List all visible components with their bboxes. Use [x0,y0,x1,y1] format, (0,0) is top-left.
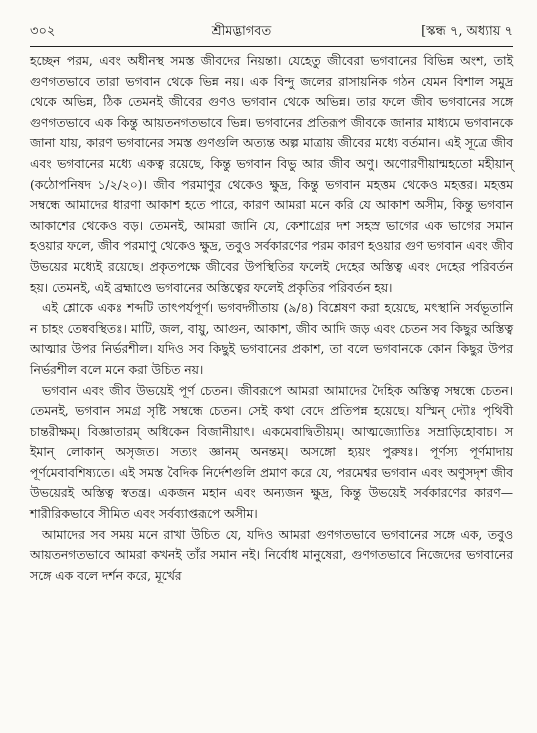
paragraph: আমাদের সব সময় মনে রাখা উচিত যে, যদিও আমরা গুণগতভাবে ভগবানের সঙ্গে এক, তবুও আয়তনগতভাবে আমরা কখনই তাঁর সমান নই। নির্বোধ মানুষেরা, গুণগতভাবে নিজেদের ভগবানের সঙ্গে এক বলে দর্শন করে, মূর্খের [30,527,513,583]
header-rule [30,46,513,47]
paragraph: ভগবান এবং জীব উভয়েই পূর্ণ চেতন। জীবরূপে আমরা আমাদের দৈহিক অস্তিত্ব সম্বন্ধে চেতন। তেমনই, ভগবান সমগ্র সৃষ্টি সম্বন্ধে চেতন। সেই কথা বেদে প্রতিপন্ন হয়েছে। যস্মিন্ দ্যৌঃ পৃথিবী চান্তরীক্ষম্। বিজ্ঞাতারম্ অধিকেন বিজানীয়াৎ। একমেবাদ্বিতীয়ম্। আত্মজ্যোতিঃ সম্রাড়িহোবাচ। স ইমান্ লোকান্ অসৃজত। সত্যং জ্ঞানম্ অনন্তম্। অসঙ্গো হ্যয়ং পুরুষঃ। পূর্ণস্য পূর্ণমাদায় পূর্ণমেবাবশিষ্যতে। এই সমস্ত বৈদিক নির্দেশগুলি প্রমাণ করে যে, পরমেশ্বর ভগবান এবং অণুসদৃশ জীব উভয়েরই অস্তিত্ব স্বতন্ত্র। একজন মহান এবং অন্যজন ক্ষুদ্র, কিন্তু উভয়েই সর্বকারণের কারণ—শারীরিকভাবে সীমিত এবং সর্বব্যাপ্তরূপে অসীম। [30,383,513,522]
body-text [30,51,513,586]
running-header [30,22,513,44]
paragraph: হচ্ছেন পরম, এবং অধীনস্থ সমস্ত জীবদের নিয়ন্তা। যেহেতু জীবেরা ভগবানের বিভিন্ন অংশ, তাই গুণগতভাবে তারা ভগবান থেকে ভিন্ন নয়। এক বিন্দু জলের রাসায়নিক গঠন যেমন বিশাল সমুদ্র থেকে অভিন্ন, ঠিক তেমনই জীবের গুণও ভগবান থেকে অভিন্ন। তার ফলে জীব ভগবানের সঙ্গে গুণগতভাবে এক কিন্তু আয়তনগতভাবে ভিন্ন। ভগবানের প্রতিরূপ জীবকে জানার মাধ্যমে ভগবানকে জানা যায়, কারণ ভগবানের সমস্ত গুণগুলি অত্যন্ত অল্প মাত্রায় জীবের মধ্যে বর্তমান। এই সূত্রে জীব এবং ভগবানের মধ্যে একত্ব রয়েছে, কিন্তু ভগবান বিভু আর জীব অণু। অণোরণীয়ান্মহতো মহীয়ান্ (কঠোপনিষদ ১/২/২০)। জীব পরমাণুর থেকেও ক্ষুদ্র, কিন্তু ভগবান মহত্তম থেকেও মহত্তর। মহত্তম সম্বন্ধে আমাদের ধারণা আকাশ হতে পারে, কারণ আমরা মনে করি যে আকাশ অসীম, কিন্তু ভগবান আকাশের থেকেও বড়। তেমনই, আমরা জানি যে, কেশাগ্রের দশ সহস্র ভাগের এক ভাগের সমান হওয়ার ফলে, জীব পরমাণু থেকেও ক্ষুদ্র, তবুও সর্বকারণের পরম কারণ হওয়ার গুণ ভগবান এবং জীব উভয়ের মধ্যেই রয়েছে। প্রকৃতপক্ষে জীবের উপস্থিতির ফলেই দেহের অস্তিত্ব এবং দেহের পরিবর্তন হয়। তেমনই, এই ব্রহ্মাণ্ডে ভগবানের অস্তিত্বের ফলেই প্রকৃতির পরিবর্তন হয়। [30,54,513,295]
paragraph: এই শ্লোকে একঃ শব্দটি তাৎপর্যপূর্ণ। ভগবদ্গীতায় (৯/৪) বিশ্লেষণ করা হয়েছে, মৎস্থানি সর্বভূতানি ন চাহং তেষ্ববস্থিতঃ। মাটি, জল, বায়ু, আগুন, আকাশ, জীব আদি জড় এবং চেতন সব কিছুর অস্তিত্ব আত্মার উপর নির্ভরশীল। যদিও সব কিছুই ভগবানের প্রকাশ, তা বলে ভগবানকে কোন কিছুর উপর নির্ভরশীল বলে মনে করা উচিত নয়। [30,301,513,377]
section-reference: [স্কন্ধ ৭, অধ্যায় ৭ [421,24,513,39]
book-title: শ্রীমদ্ভাগবত [211,24,272,39]
page-number: ৩০২ [30,24,56,39]
